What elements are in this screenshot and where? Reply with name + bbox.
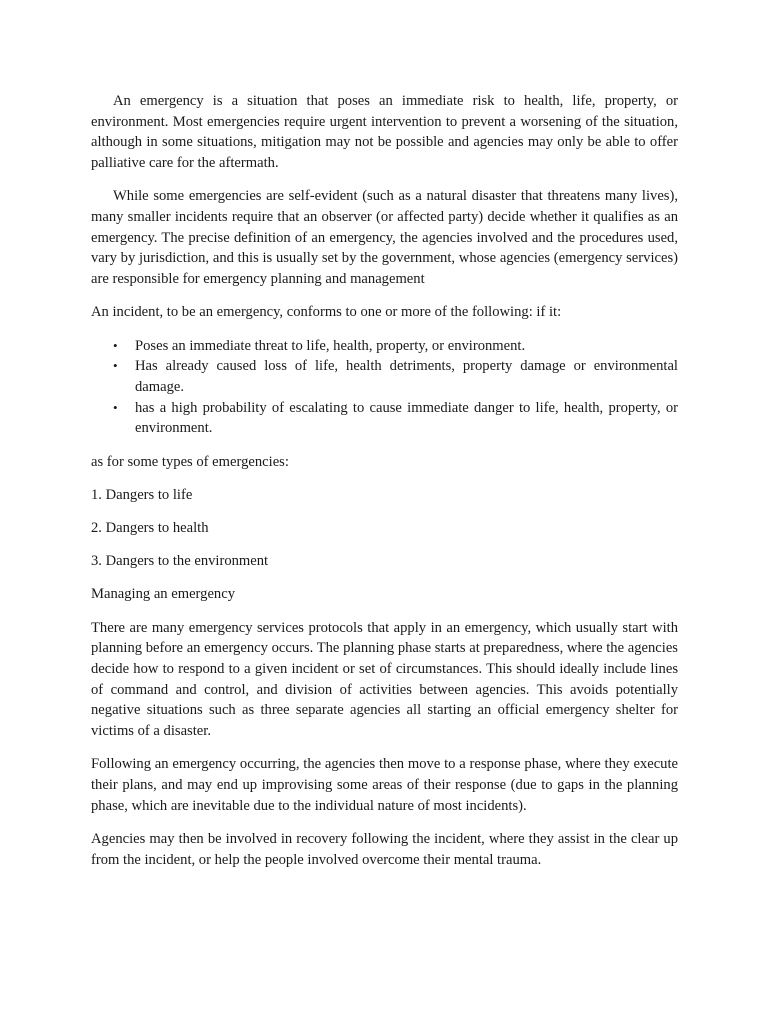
criteria-item-text: Poses an immediate threat to life, health, property, or environment.	[135, 337, 526, 354]
type-item: 3. Dangers to the environment	[91, 553, 269, 570]
intro-paragraph-2: While some emergencies are self-evident (such as a natural disaster that threatens many lives), many smaller incidents require that an observer (or affected party) decide whether it qualifies as an emergency. The precise definition of an emergency, the agencies involved and the procedures used, vary by jurisdiction, and this is usually set by the government, whose agencies (emergency services) are responsible for emergency planning and management	[91, 188, 678, 288]
managing-paragraph-2: Following an emergency occurring, the agencies then move to a response phase, where they execute their plans, and may end up improvising some areas of their response (due to gaps in the planning phase, which are inevitable due to the individual nature of most incidents).	[91, 756, 678, 814]
document-page	[91, 91, 678, 883]
intro-paragraph-1: An emergency is a situation that poses an immediate risk to health, life, property, or environment. Most emergencies require urgent intervention to prevent a worsening of the situation, although in some situations, mitigation may not be possible and agencies may only be able to offer palliative care for the aftermath.	[91, 93, 678, 172]
bullet-icon: •	[113, 399, 118, 415]
criteria-intro: An incident, to be an emergency, conforms to one or more of the following: if it:	[91, 304, 562, 321]
section-heading: Managing an emergency	[91, 586, 235, 603]
bullet-icon: •	[113, 358, 118, 374]
types-intro: as for some types of emergencies:	[91, 453, 289, 470]
criteria-item	[91, 356, 678, 397]
type-item: 1. Dangers to life	[91, 486, 193, 503]
criteria-item-text: Has already caused loss of life, health detriments, property damage or environmental damage.	[135, 358, 678, 395]
managing-paragraph-1: There are many emergency services protocols that apply in an emergency, which usually start with planning before an emergency occurs. The planning phase starts at preparedness, where the agencies decide how to respond to a given incident or set of circumstances. This should ideally include lines of command and control, and division of activities between agencies. This avoids potentially negative situations such as three separate agencies all starting an official emergency shelter for victims of a disaster.	[91, 619, 678, 740]
criteria-list	[91, 336, 678, 440]
bullet-icon: •	[113, 337, 118, 353]
criteria-item-text: has a high probability of escalating to cause immediate danger to life, health, property, or environment.	[135, 399, 678, 437]
criteria-item	[91, 398, 678, 439]
managing-paragraph-3: Agencies may then be involved in recovery following the incident, where they assist in the clear up from the incident, or help the people involved overcome their mental trauma.	[91, 830, 678, 868]
criteria-item	[91, 336, 678, 357]
type-item: 2. Dangers to health	[91, 519, 209, 536]
